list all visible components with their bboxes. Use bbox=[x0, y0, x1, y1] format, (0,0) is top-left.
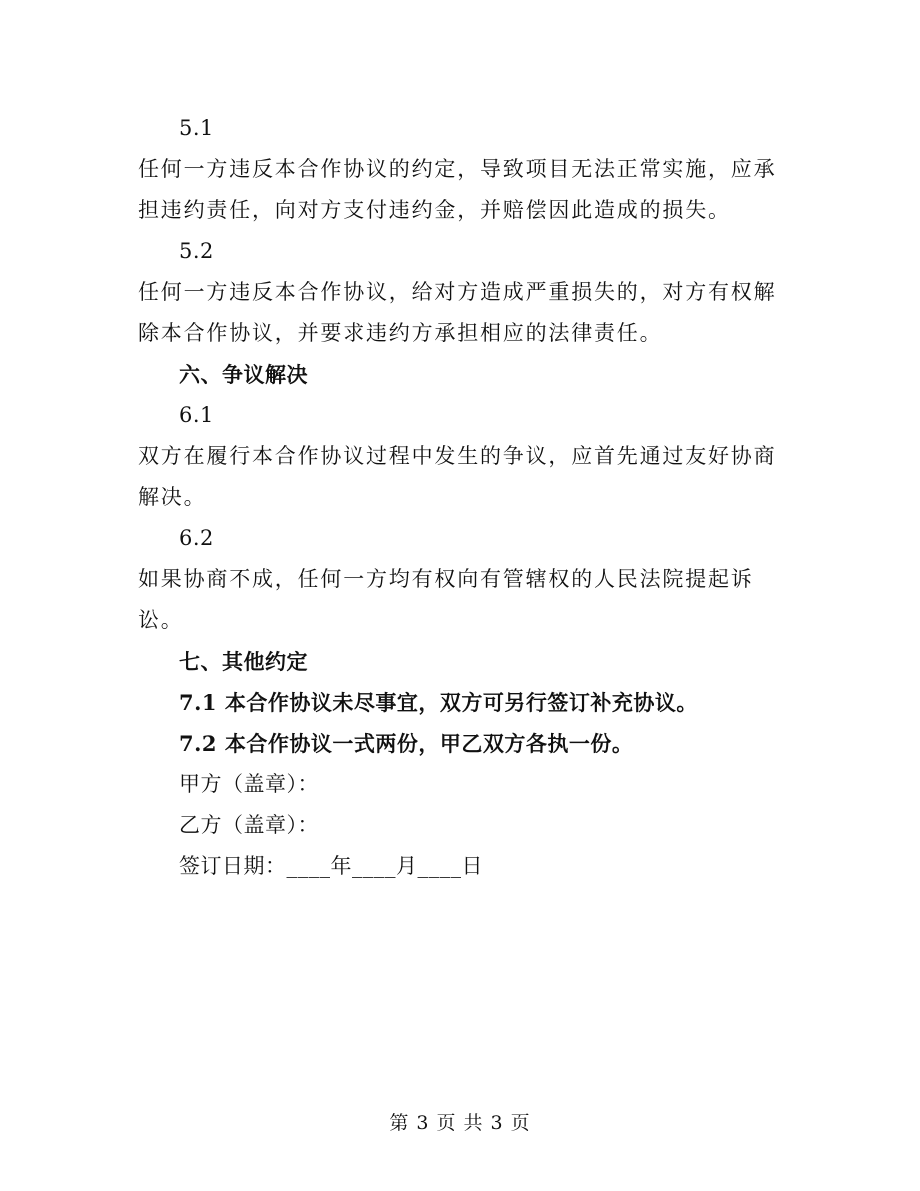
clause-5-1-number: 5.1 bbox=[179, 116, 214, 140]
clause-5-2-number: 5.2 bbox=[179, 239, 214, 263]
section-7-heading: 七、其他约定 bbox=[179, 649, 308, 674]
clause-6-1-number: 6.1 bbox=[179, 403, 214, 427]
clause-7-1: 7.1 本合作协议未尽事宜，双方可另行签订补充协议。 bbox=[179, 690, 698, 715]
document-body bbox=[138, 108, 788, 887]
clause-5-2-text: 任何一方违反本合作协议，给对方造成严重损失的，对方有权解除本合作协议，并要求违约方承担相应的法律责任。 bbox=[138, 280, 777, 345]
clause-5-1-text: 任何一方违反本合作协议的约定，导致项目无法正常实施，应承担违约责任，向对方支付违约金，并赔偿因此造成的损失。 bbox=[138, 157, 777, 222]
party-b-seal: 乙方（盖章）： bbox=[179, 813, 319, 837]
clause-7-2: 7.2 本合作协议一式两份，甲乙双方各执一份。 bbox=[179, 731, 634, 756]
page-footer: 第 3 页 共 3 页 bbox=[389, 1112, 531, 1134]
clause-6-2-number: 6.2 bbox=[179, 526, 214, 550]
section-6-heading: 六、争议解决 bbox=[179, 362, 308, 387]
clause-6-2-text: 如果协商不成，任何一方均有权向有管辖权的人民法院提起诉讼。 bbox=[138, 567, 754, 632]
signing-date: 签订日期：____年____月____日 bbox=[179, 854, 483, 878]
party-a-seal: 甲方（盖章）： bbox=[179, 772, 319, 796]
clause-6-1-text: 双方在履行本合作协议过程中发生的争议，应首先通过友好协商解决。 bbox=[138, 444, 777, 509]
